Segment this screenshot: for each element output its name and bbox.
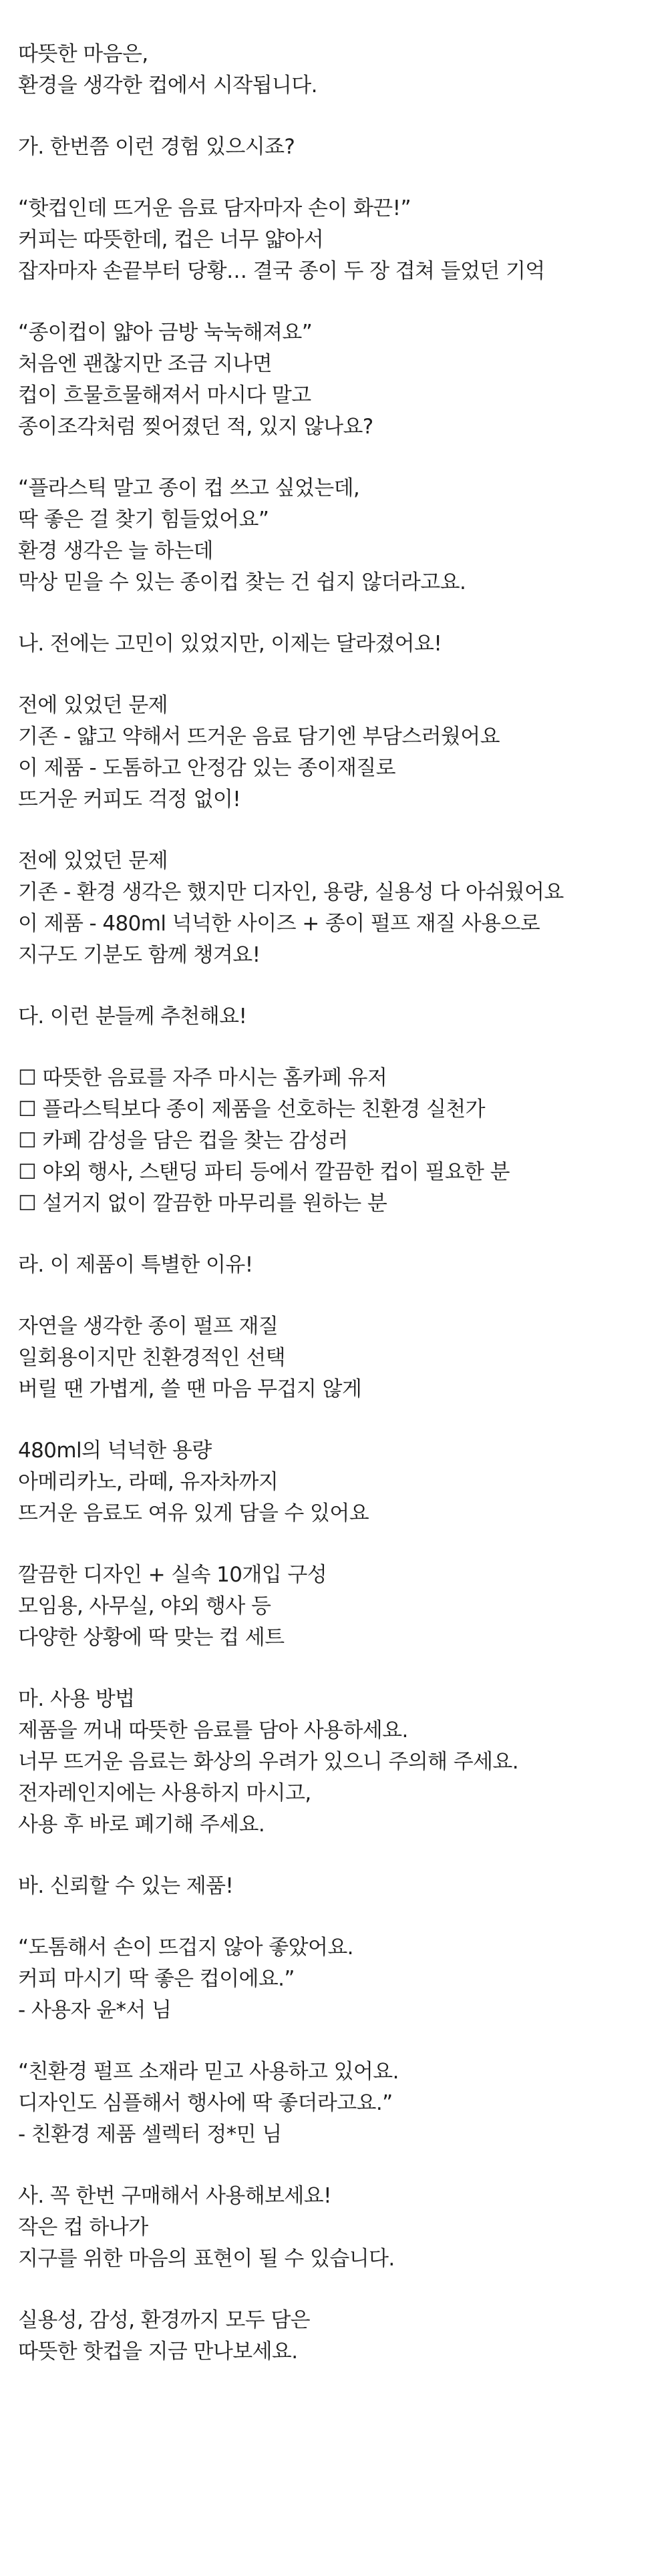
text-block: [18, 193, 668, 287]
text-line: 아메리카노, 라떼, 유자차까지: [18, 1470, 279, 1494]
text-line: 480ml의 넉넉한 용량: [18, 1439, 212, 1463]
text-line: ☐ 카페 감성을 담은 컵을 찾는 감성러: [18, 1129, 348, 1153]
text-line: 처음엔 괜찮지만 조금 지나면: [18, 352, 272, 376]
text-line: 바. 신뢰할 수 있는 제품!: [18, 1874, 234, 1898]
text-line: 이 제품 - 도톰하고 안정감 있는 종이재질로: [18, 756, 395, 780]
text-line: 뜨거운 커피도 걱정 없이!: [18, 787, 241, 811]
text-line: 전에 있었던 문제: [18, 693, 168, 717]
text-line: 환경을 생각한 컵에서 시작됩니다.: [18, 73, 317, 98]
text-line: 전에 있었던 문제: [18, 849, 168, 873]
text-line: 라. 이 제품이 특별한 이유!: [18, 1253, 253, 1277]
text-block: [18, 1435, 668, 1529]
text-block: [18, 317, 668, 443]
text-block: [18, 2305, 668, 2368]
text-block: [18, 1250, 668, 1281]
text-line: 다. 이런 분들께 추천해요!: [18, 1004, 247, 1029]
text-line: “종이컵이 얇아 금방 눅눅해져요”: [18, 321, 313, 345]
text-line: 막상 믿을 수 있는 종이컵 찾는 건 쉽지 않더라고요.: [18, 570, 466, 594]
text-line: 뜨거운 음료도 여유 있게 담을 수 있어요: [18, 1501, 369, 1525]
text-line: 너무 뜨거운 음료는 화상의 우려가 있으니 주의해 주세요.: [18, 1750, 518, 1774]
text-line: 환경 생각은 늘 하는데: [18, 539, 213, 563]
text-line: ☐ 설거지 없이 깔끔한 마무리를 원하는 분: [18, 1191, 387, 1216]
text-block: [18, 2056, 668, 2151]
text-line: 딱 좋은 걸 찾기 힘들었어요”: [18, 508, 269, 532]
text-line: 사용 후 바로 폐기해 주세요.: [18, 1813, 265, 1837]
text-block: [18, 690, 668, 815]
text-line: 일회용이지만 친환경적인 선택: [18, 1346, 286, 1370]
text-line: 깔끔한 디자인 + 실속 10개입 구성: [18, 1563, 327, 1587]
text-line: 제품을 꺼내 따뜻한 음료를 담아 사용하세요.: [18, 1718, 408, 1742]
text-block: [18, 39, 668, 102]
text-block: [18, 846, 668, 971]
text-line: - 친환경 제품 셀렉터 정*민 님: [18, 2123, 282, 2147]
text-block: [18, 1932, 668, 2026]
text-line: 커피는 따뜻한데, 컵은 너무 얇아서: [18, 228, 324, 252]
text-line: 작은 컵 하나가: [18, 2215, 148, 2239]
text-line: 가. 한번쯤 이런 경험 있으시죠?: [18, 135, 295, 159]
text-line: 기존 - 얇고 약해서 뜨거운 음료 담기엔 부담스러웠어요: [18, 725, 500, 749]
text-block: [18, 1311, 668, 1405]
text-line: “친환경 펄프 소재라 믿고 사용하고 있어요.: [18, 2060, 399, 2084]
text-line: 따뜻한 핫컵을 지금 만나보세요.: [18, 2340, 298, 2364]
text-line: “핫컵인데 뜨거운 음료 담자마자 손이 화끈!”: [18, 196, 411, 220]
text-line: 실용성, 감성, 환경까지 모두 담은: [18, 2308, 311, 2332]
text-block: [18, 628, 668, 660]
text-block: [18, 1063, 668, 1220]
text-line: 자연을 생각한 종이 펄프 재질: [18, 1314, 279, 1338]
text-line: ☐ 야외 행사, 스탠딩 파티 등에서 깔끔한 컵이 필요한 분: [18, 1160, 510, 1184]
text-line: 모임용, 사무실, 야외 행사 등: [18, 1594, 271, 1618]
text-line: “도톰해서 손이 뜨겁지 않아 좋았어요.: [18, 1936, 353, 1960]
text-line: 나. 전에는 고민이 있었지만, 이제는 달라졌어요!: [18, 632, 442, 656]
text-line: ☐ 플라스틱보다 종이 제품을 선호하는 친환경 실천가: [18, 1097, 485, 1121]
text-block: [18, 1001, 668, 1033]
text-line: 디자인도 심플해서 행사에 딱 좋더라고요.”: [18, 2091, 393, 2115]
text-line: 사. 꼭 한번 구매해서 사용해보세요!: [18, 2184, 331, 2208]
text-line: 이 제품 - 480ml 넉넉한 사이즈 + 종이 펄프 재질 사용으로: [18, 912, 540, 936]
text-line: ☐ 따뜻한 음료를 자주 마시는 홈카페 유저: [18, 1066, 387, 1090]
text-line: 컵이 흐물흐물해져서 마시다 말고: [18, 383, 311, 407]
text-line: 지구도 기분도 함께 챙겨요!: [18, 943, 261, 967]
text-block: [18, 473, 668, 598]
text-line: 지구를 위한 마음의 표현이 될 수 있습니다.: [18, 2247, 395, 2271]
text-line: 전자레인지에는 사용하지 마시고,: [18, 1781, 311, 1805]
text-block: [18, 1559, 668, 1654]
text-line: 버릴 땐 가볍게, 쓸 땐 마음 무겁지 않게: [18, 1377, 362, 1401]
text-line: “플라스틱 말고 종이 컵 쓰고 싶었는데,: [18, 476, 360, 500]
text-block: [18, 1871, 668, 1902]
text-line: 종이조각처럼 찢어졌던 적, 있지 않나요?: [18, 415, 373, 439]
text-line: 기존 - 환경 생각은 했지만 디자인, 용량, 실용성 다 아쉬웠어요: [18, 880, 564, 904]
text-line: 잡자마자 손끝부터 당황… 결국 종이 두 장 겹쳐 들었던 기억: [18, 259, 545, 283]
text-line: - 사용자 윤*서 님: [18, 1998, 172, 2022]
text-block: [18, 1684, 668, 1841]
text-line: 다양한 상황에 딱 맞는 컵 세트: [18, 1626, 285, 1650]
text-block: [18, 132, 668, 163]
text-block: [18, 2181, 668, 2275]
text-line: 커피 마시기 딱 좋은 컵이에요.”: [18, 1967, 295, 1991]
text-line: 마. 사용 방법: [18, 1687, 135, 1711]
text-line: 따뜻한 마음은,: [18, 42, 148, 66]
